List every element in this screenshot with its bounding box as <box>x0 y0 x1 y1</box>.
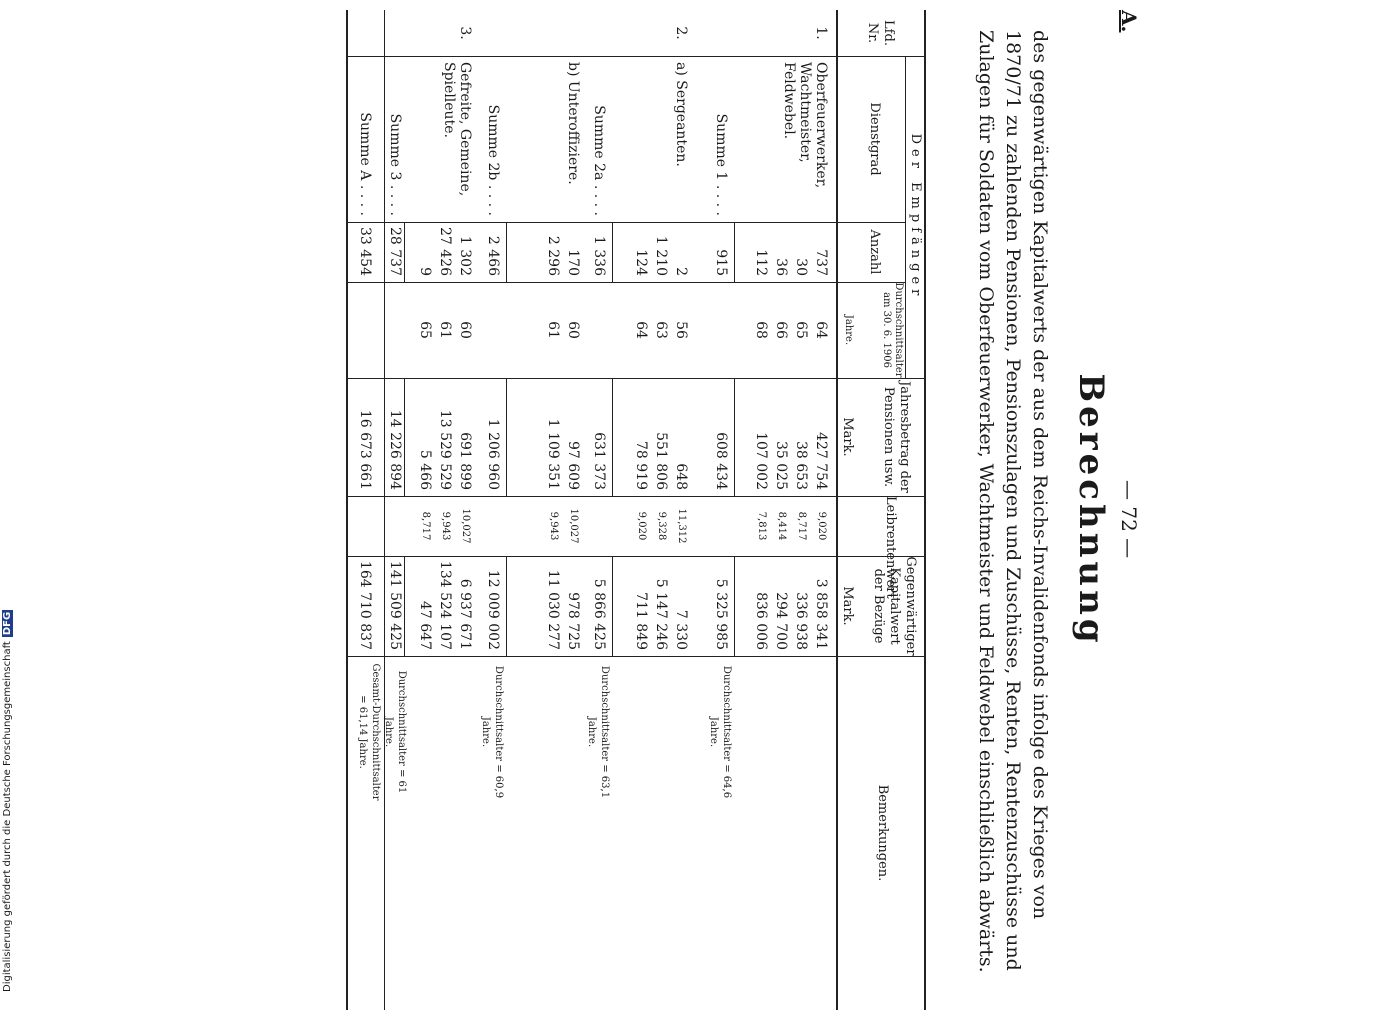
cell-alter: 56 <box>673 321 689 339</box>
cell-alter: 63 <box>653 321 669 339</box>
header-group: Der Empfänger <box>908 133 923 301</box>
cell-anzahl: 737 <box>813 249 829 276</box>
cell-leib: 11,312 <box>676 508 687 544</box>
cell-dienstgrad: a) Sergeanten. <box>673 62 689 167</box>
cell-kapital: 336 938 <box>793 592 809 650</box>
cell-leib: 9,328 <box>656 511 667 541</box>
cell-bem: Durchschnittsalter = 63,1 Jahre. <box>586 665 610 799</box>
cell-kapital: 141 509 425 <box>387 560 403 650</box>
header-dienstgrad: Dienstgrad <box>867 102 882 176</box>
header-bottom-rule <box>836 10 838 1010</box>
cell-anzahl: 2 296 <box>545 235 561 276</box>
cell-jahres: 691 899 <box>457 432 473 490</box>
cell-leib: 9,020 <box>816 511 827 541</box>
cell-alter: 64 <box>633 321 649 339</box>
header-anzahl: Anzahl <box>867 229 882 275</box>
cell-kapital: 164 710 837 <box>357 560 373 650</box>
cell-jahres: 631 373 <box>591 432 607 490</box>
sum-rule <box>734 222 735 282</box>
cell-jahres: 38 653 <box>793 441 809 490</box>
cell-bem: Durchschnittsalter = 61 Jahre. <box>383 670 407 794</box>
cell-leib: 8,414 <box>776 511 787 541</box>
sum-rule <box>506 222 507 282</box>
sum-rule <box>612 556 613 656</box>
header-jahres: Jahresbetrag der Pensionen usw. <box>881 381 912 493</box>
sum-rule <box>506 556 507 656</box>
cell-kapital: 836 006 <box>753 592 769 650</box>
cell-anzahl: 28 737 <box>387 227 403 276</box>
cell-dienstgrad: Summe 1 . . . . <box>713 113 729 216</box>
section-letter: A. <box>1117 10 1141 33</box>
cell-nr: 2. <box>673 26 689 40</box>
sum-rule <box>734 556 735 656</box>
cell-kapital: 12 009 002 <box>485 569 501 650</box>
cell-jahres: 551 806 <box>653 432 669 490</box>
cell-kapital: 47 647 <box>417 601 433 650</box>
cell-anzahl: 2 466 <box>485 235 501 276</box>
header-nr: Lfd. Nr. <box>865 20 896 46</box>
cell-anzahl: 1 302 <box>457 235 473 276</box>
cell-alter: 60 <box>457 321 473 339</box>
cell-dienstgrad: Gefreite, Gemeine, Spielleute. <box>441 62 473 197</box>
cell-kapital: 711 849 <box>633 592 649 650</box>
sum-rule <box>734 378 735 496</box>
cell-leib: 9,943 <box>440 511 451 541</box>
cell-dienstgrad: b) Unteroffiziere. <box>565 62 581 185</box>
cell-dienstgrad: Summe 3 . . . . <box>387 113 403 216</box>
cell-jahres: 648 <box>673 463 689 490</box>
page-title: Berechnung <box>1071 373 1111 647</box>
cell-kapital: 6 937 671 <box>457 578 473 650</box>
cell-kapital: 3 858 341 <box>813 578 829 650</box>
cell-kapital: 978 725 <box>565 592 581 650</box>
cell-jahres: 97 609 <box>565 441 581 490</box>
total-rule <box>384 10 385 1010</box>
data-table <box>346 10 926 1010</box>
cell-kapital: 5 147 246 <box>653 578 669 650</box>
cell-jahres: 1 206 960 <box>485 418 501 490</box>
cell-anzahl: 30 <box>793 258 809 276</box>
cell-kapital: 5 866 425 <box>591 578 607 650</box>
cell-anzahl: 112 <box>753 249 769 276</box>
cell-anzahl: 915 <box>713 249 729 276</box>
cell-kapital: 5 325 985 <box>713 578 729 650</box>
cell-anzahl: 124 <box>633 249 649 276</box>
cell-leib: 7,813 <box>756 511 767 541</box>
cell-anzahl: 2 <box>673 267 689 276</box>
cell-leib: 8,717 <box>420 511 431 541</box>
cell-anzahl: 27 426 <box>437 227 453 276</box>
sum-rule <box>404 378 405 496</box>
table-bottom-rule <box>346 10 348 1010</box>
cell-kapital: 11 030 277 <box>545 569 561 650</box>
cell-jahres: 35 025 <box>773 441 789 490</box>
header-leib: Leibrentenwert <box>883 496 898 599</box>
cell-anzahl: 1 210 <box>653 235 669 276</box>
cell-dienstgrad: Oberfeuerwerker, Wachtmeister, Feldwebel. <box>781 62 829 189</box>
header-alter-unit: Jahre. <box>843 314 854 346</box>
cell-bem: Durchschnittsalter = 64,6 Jahre. <box>708 665 732 799</box>
cell-leib: 9,020 <box>636 511 647 541</box>
cell-anzahl: 170 <box>565 249 581 276</box>
cell-kapital: 7 330 <box>673 609 689 650</box>
cell-jahres: 427 754 <box>813 432 829 490</box>
cell-anzahl: 36 <box>773 258 789 276</box>
table-top-rule <box>924 10 926 1010</box>
page-number: — 72 — <box>1117 480 1141 559</box>
cell-bem: Durchschnittsalter = 60,9 Jahre. <box>480 665 504 799</box>
cell-alter: 64 <box>813 321 829 339</box>
cell-alter: 61 <box>437 321 453 339</box>
cell-anzahl: 33 454 <box>357 227 373 276</box>
cell-jahres: 107 002 <box>753 432 769 490</box>
cell-jahres: 1 109 351 <box>545 418 561 490</box>
cell-dienstgrad: Summe 2a . . . . <box>591 105 607 216</box>
cell-dienstgrad: Summe 2b . . . . <box>485 104 501 216</box>
header-group-rule <box>905 56 906 378</box>
rule-nr <box>348 56 926 57</box>
sum-rule <box>506 378 507 496</box>
footer-credit <box>2 610 13 992</box>
header-alter: Durchschnittsalter am 30. 6. 1906 <box>881 282 904 378</box>
header-kapital-unit: Mark. <box>840 586 855 626</box>
footer-credit-text: Digitalisierung gefördert durch die Deutsche Forschungsgemeinschaft <box>2 641 13 992</box>
cell-leib: 10,027 <box>568 508 579 544</box>
cell-kapital: 134 524 107 <box>437 560 453 650</box>
cell-alter: 65 <box>793 321 809 339</box>
cell-alter: 65 <box>417 321 433 339</box>
cell-jahres: 14 226 894 <box>387 409 403 490</box>
cell-jahres: 16 673 661 <box>357 409 373 490</box>
cell-jahres: 608 434 <box>713 432 729 490</box>
rule-kapital <box>348 656 926 657</box>
sum-rule <box>404 222 405 282</box>
cell-dienstgrad: Summe A . . . . <box>357 112 373 216</box>
cell-alter: 61 <box>545 321 561 339</box>
cell-anzahl: 1 336 <box>591 235 607 276</box>
cell-alter: 66 <box>773 321 789 339</box>
document-page <box>341 10 1141 1010</box>
sum-rule <box>612 222 613 282</box>
dfg-logo: DFG <box>2 611 13 636</box>
header-bem: Bemerkungen. <box>875 784 890 882</box>
cell-leib: 9,943 <box>548 511 559 541</box>
header-kapital: Gegenwärtiger Kapitalwert der Bezüge <box>871 556 918 656</box>
cell-nr: 1. <box>813 26 829 40</box>
cell-leib: 8,717 <box>796 511 807 541</box>
cell-alter: 68 <box>753 321 769 339</box>
cell-jahres: 13 529 529 <box>437 409 453 490</box>
cell-jahres: 78 919 <box>633 441 649 490</box>
cell-nr: 3. <box>457 26 473 40</box>
sum-rule <box>404 556 405 656</box>
sum-rule <box>612 378 613 496</box>
cell-bem: Gesamt-Durchschnittsalter = 61,14 Jahre. <box>357 663 381 801</box>
cell-leib: 10,027 <box>460 508 471 544</box>
header-jahres-unit: Mark. <box>840 417 855 457</box>
intro-text: des gegenwärtigen Kapitalwerts der aus dem Reichs-Invalidenfonds infolge des Krieges von 1870/71 zu zahlenden Pensionen, Pensionszulagen und Zuschüsse, Renten, Rentenzuschüsse und Zulagen für Soldaten vom Oberfeuerwerker, Wachtmeister und Feldwebel einschließlich abwärts. <box>975 30 1051 973</box>
cell-kapital: 294 700 <box>773 592 789 650</box>
cell-anzahl: 9 <box>417 267 433 276</box>
cell-jahres: 5 466 <box>417 449 433 490</box>
cell-alter: 60 <box>565 321 581 339</box>
